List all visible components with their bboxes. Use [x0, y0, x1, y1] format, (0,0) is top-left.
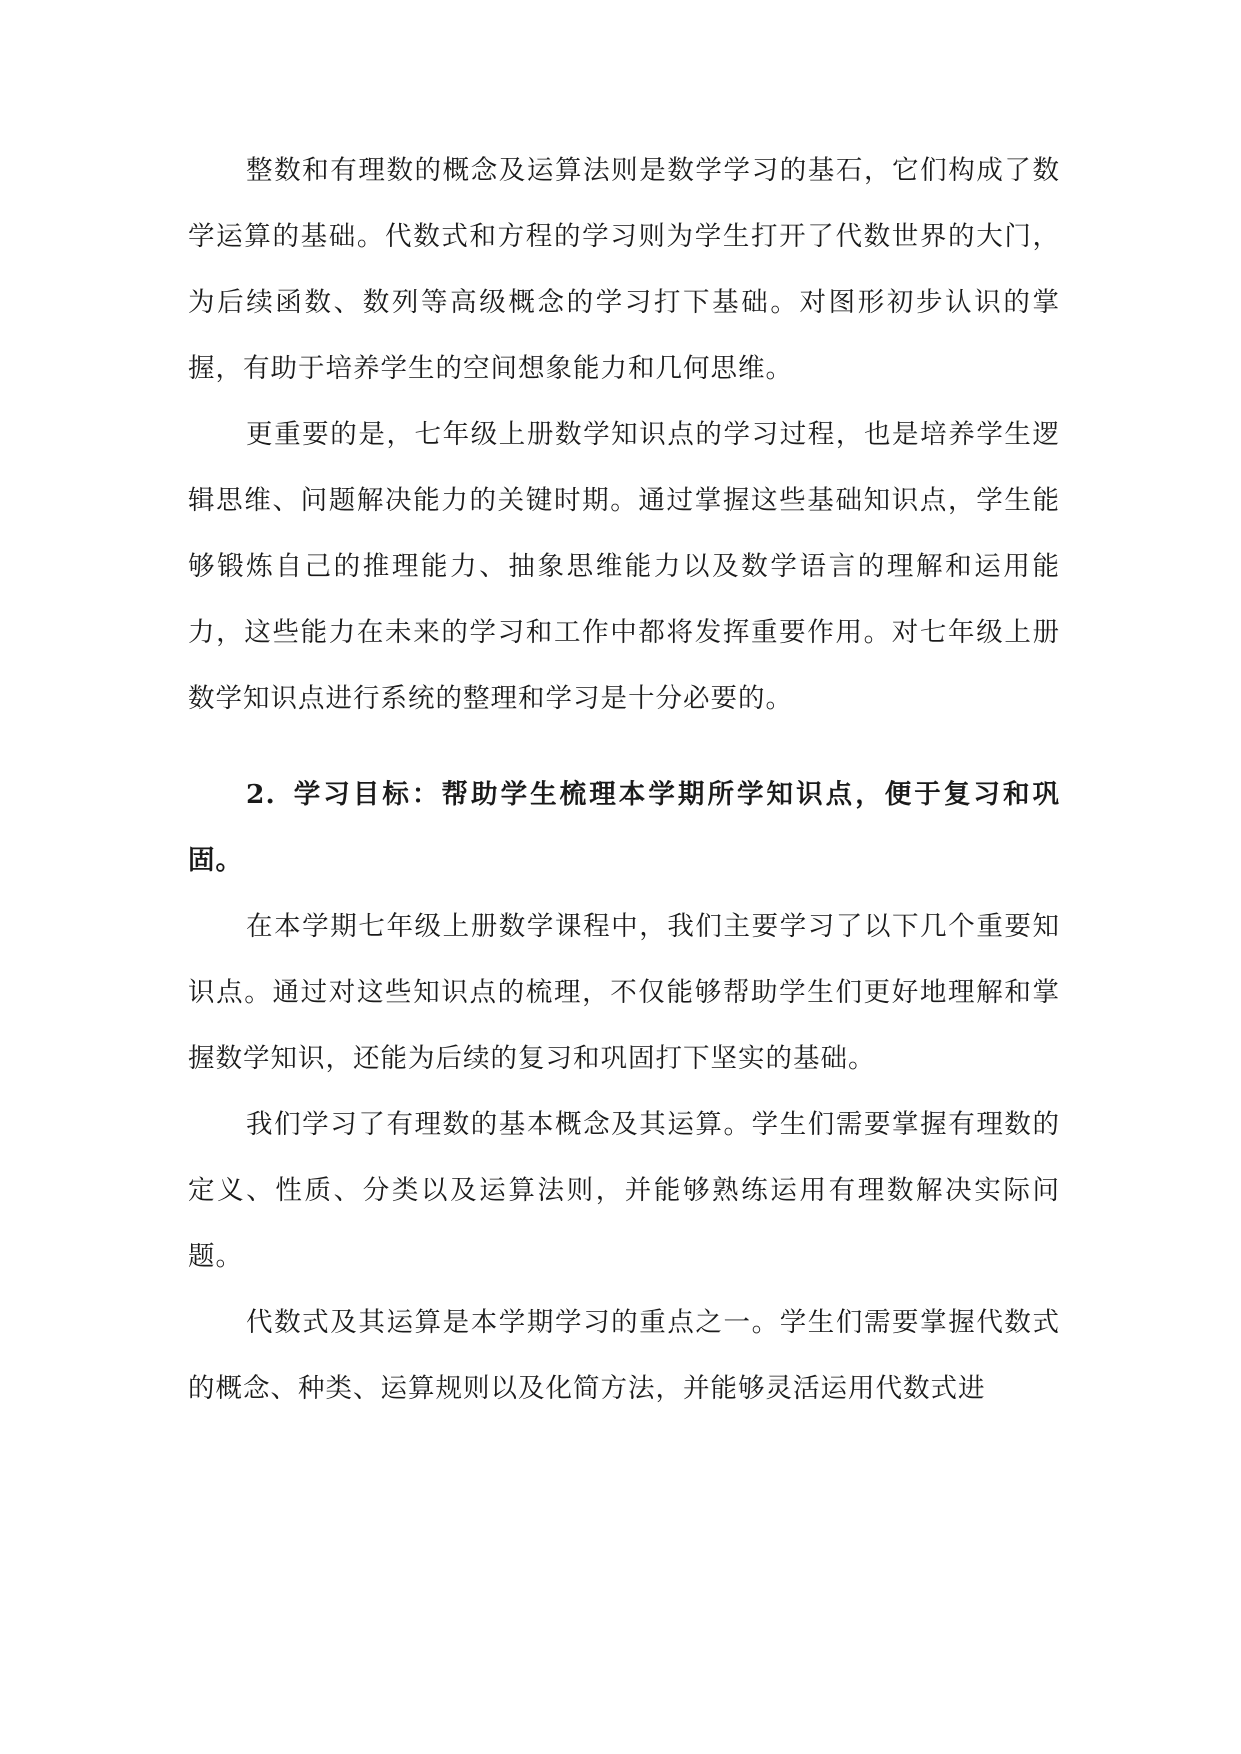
body-paragraph: 更重要的是，七年级上册数学知识点的学习过程，也是培养学生逻辑思维、问题解决能力的关键时期。通过掌握这些基础知识点，学生能够锻炼自己的推理能力、抽象思维能力以及数学语言的理解和运用能力，这些能力在未来的学习和工作中都将发挥重要作用。对七年级上册数学知识点进行系统的整理和学习是十分必要的。 [188, 419, 1060, 714]
body-paragraph: 我们学习了有理数的基本概念及其运算。学生们需要掌握有理数的定义、性质、分类以及运算法则，并能够熟练运用有理数解决实际问题。 [188, 1109, 1060, 1272]
section-number: 2. [246, 779, 276, 810]
body-paragraph: 在本学期七年级上册数学课程中，我们主要学习了以下几个重要知识点。通过对这些知识点的梳理，不仅能够帮助学生们更好地理解和掌握数学知识，还能为后续的复习和巩固打下坚实的基础。 [188, 911, 1060, 1074]
section-title: 学习目标：帮助学生梳理本学期所学知识点，便于复习和巩固。 [188, 779, 1060, 876]
body-paragraph: 代数式及其运算是本学期学习的重点之一。学生们需要掌握代数式的概念、种类、运算规则以及化简方法，并能够灵活运用代数式进 [188, 1307, 1060, 1404]
document-page [188, 138, 1060, 1422]
section-heading [188, 762, 1060, 894]
body-paragraph: 整数和有理数的概念及运算法则是数学学习的基石，它们构成了数学运算的基础。代数式和方程的学习则为学生打开了代数世界的大门，为后续函数、数列等高级概念的学习打下基础。对图形初步认识的掌握，有助于培养学生的空间想象能力和几何思维。 [188, 155, 1060, 384]
